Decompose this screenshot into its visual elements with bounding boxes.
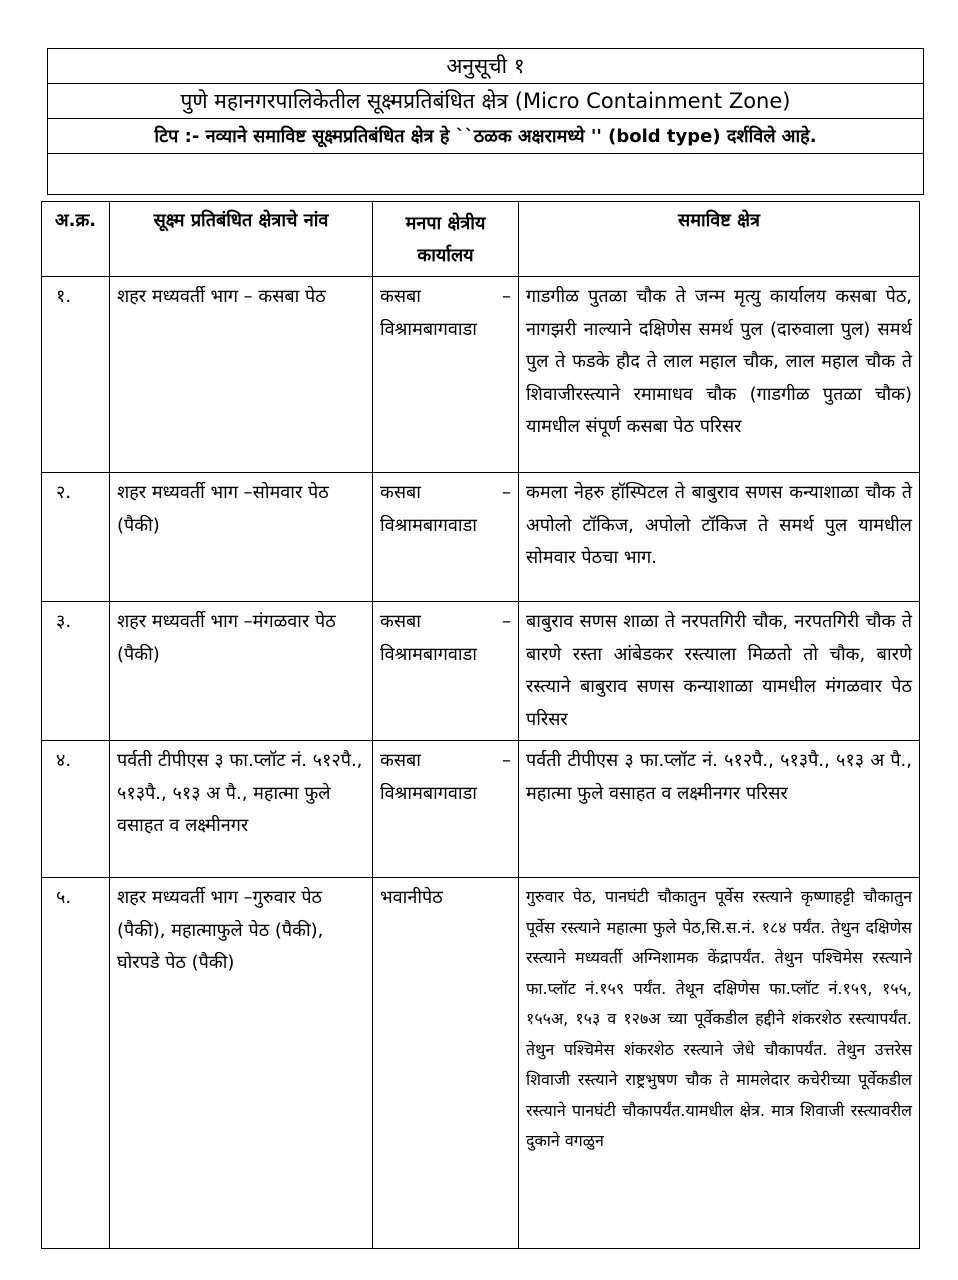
document-title: पुणे महानगरपालिकेतील सूक्ष्मप्रतिबंधित क्षेत्र (Micro Containment Zone) bbox=[48, 84, 924, 119]
ward-office bbox=[373, 878, 519, 1249]
zone-name: शहर मध्यवर्ती भाग –गुरुवार पेठ (पैकी), महात्माफुले पेठ (पैकी), घोरपडे पेठ (पैकी) bbox=[110, 878, 373, 1249]
table-header-row bbox=[42, 202, 920, 277]
schedule-header bbox=[47, 48, 924, 195]
ward-office bbox=[373, 602, 519, 741]
table-row bbox=[42, 878, 920, 1249]
table-row bbox=[42, 741, 920, 878]
serial-number: २. bbox=[42, 473, 110, 602]
ward-office bbox=[373, 741, 519, 878]
office-name-part1: भवानीपेठ bbox=[380, 887, 443, 908]
blank-row bbox=[48, 154, 924, 195]
serial-number: ४. bbox=[42, 741, 110, 878]
office-dash: – bbox=[502, 482, 511, 503]
office-name-part1: कसबा bbox=[380, 611, 421, 632]
office-dash: – bbox=[502, 750, 511, 771]
included-area: बाबुराव सणस शाळा ते नरपतगिरी चौक, नरपतगिरी चौक ते बारणे रस्ता आंबेडकर रस्त्याला मिळतो तो चौक, बारणे रस्त्याने बाबुराव सणस कन्याशाळा यामधील मंगळवार पेठ परिसर bbox=[519, 602, 920, 741]
included-area: कमला नेहरु हॉस्पिटल ते बाबुराव सणस कन्याशाळा चौक ते अपोलो टॉकिज, अपोलो टॉकिज ते समर्थ पुल यामधील सोमवार पेठचा भाग. bbox=[519, 473, 920, 602]
included-area: गुरुवार पेठ, पानघंटी चौकातुन पूर्वेस रस्त्याने कृष्णाहट्टी चौकातुन पूर्वेस रस्त्याने महात्मा फुले पेठ,सि.स.नं. १८४ पर्यंत. तेथुन दक्षिणेस रस्त्याने मध्यवर्ती अग्निशामक केंद्रापर्यंत. तेथुन पश्चिमेस रस्त्याने फा.प्लॉट नं.१५९ पर्यंत. तेथून दक्षिणेस फा.प्लॉट नं.१५९, १५५, १५५अ, १५३ व १२७अ च्या पूर्वेकडील हद्दीने शंकरशेठ रस्त्यापर्यंत. तेथुन पश्चिमेस शंकरशेठ रस्त्याने जेधे चौकापर्यंत. तेथुन उत्तरेस शिवाजी रस्त्याने राष्ट्रभुषण चौक ते मामलेदार कचेरीच्या पूर्वेकडील रस्त्याने पानघंटी चौकापर्यंत.यामधील क्षेत्र. मात्र शिवाजी रस्त्यावरील दुकाने वगळुन bbox=[519, 878, 920, 1249]
table-row bbox=[42, 277, 920, 473]
containment-zone-table bbox=[41, 201, 920, 1249]
serial-number: १. bbox=[42, 277, 110, 473]
zone-name: शहर मध्यवर्ती भाग –मंगळवार पेठ (पैकी) bbox=[110, 602, 373, 741]
column-header-serial: अ.क्र. bbox=[42, 202, 110, 277]
serial-number: ३. bbox=[42, 602, 110, 741]
included-area: गाडगीळ पुतळा चौक ते जन्म मृत्यु कार्यालय कसबा पेठ, नागझरी नाल्याने दक्षिणेस समर्थ पुल (दारुवाला पुल) समर्थ पुल ते फडके हौद ते लाल महाल चौक, लाल महाल चौक ते शिवाजीरस्त्याने रमामाधव चौक (गाडगीळ पुतळा चौक) यामधील संपूर्ण कसबा पेठ परिसर bbox=[519, 277, 920, 473]
note-line: टिप :- नव्याने समाविष्ट सूक्ष्मप्रतिबंधित क्षेत्र हे ``ठळक अक्षरामध्ये '' (bold type) दर्शविले आहे. bbox=[48, 119, 924, 154]
included-area: पर्वती टीपीएस ३ फा.प्लॉट नं. ५१२पै., ५१३पै., ५१३ अ पै., महात्मा फुले वसाहत व लक्ष्मीनगर परिसर bbox=[519, 741, 920, 878]
office-name-part2: विश्रामबागवाडा bbox=[380, 782, 477, 804]
serial-number: ५. bbox=[42, 878, 110, 1249]
ward-office bbox=[373, 277, 519, 473]
table-row bbox=[42, 473, 920, 602]
office-name-part2: विश्रामबागवाडा bbox=[380, 318, 477, 340]
zone-name: शहर मध्यवर्ती भाग – कसबा पेठ bbox=[110, 277, 373, 473]
office-name-part1: कसबा bbox=[380, 750, 421, 771]
office-name-part2: विश्रामबागवाडा bbox=[380, 514, 477, 536]
zone-name: शहर मध्यवर्ती भाग –सोमवार पेठ (पैकी) bbox=[110, 473, 373, 602]
ward-office bbox=[373, 473, 519, 602]
office-name-part1: कसबा bbox=[380, 482, 421, 503]
office-name-part2: विश्रामबागवाडा bbox=[380, 643, 477, 665]
schedule-number: अनुसूची १ bbox=[48, 49, 924, 84]
column-header-zone-name: सूक्ष्म प्रतिबंधित क्षेत्राचे नांव bbox=[110, 202, 373, 277]
office-name-part1: कसबा bbox=[380, 286, 421, 307]
zone-name: पर्वती टीपीएस ३ फा.प्लॉट नं. ५१२पै., ५१३पै., ५१३ अ पै., महात्मा फुले वसाहत व लक्ष्मीनगर bbox=[110, 741, 373, 878]
office-dash: – bbox=[502, 611, 511, 632]
office-dash: – bbox=[502, 286, 511, 307]
table-row bbox=[42, 602, 920, 741]
column-header-area: समाविष्ट क्षेत्र bbox=[519, 202, 920, 277]
column-header-office: मनपा क्षेत्रीय कार्यालय bbox=[373, 202, 519, 277]
